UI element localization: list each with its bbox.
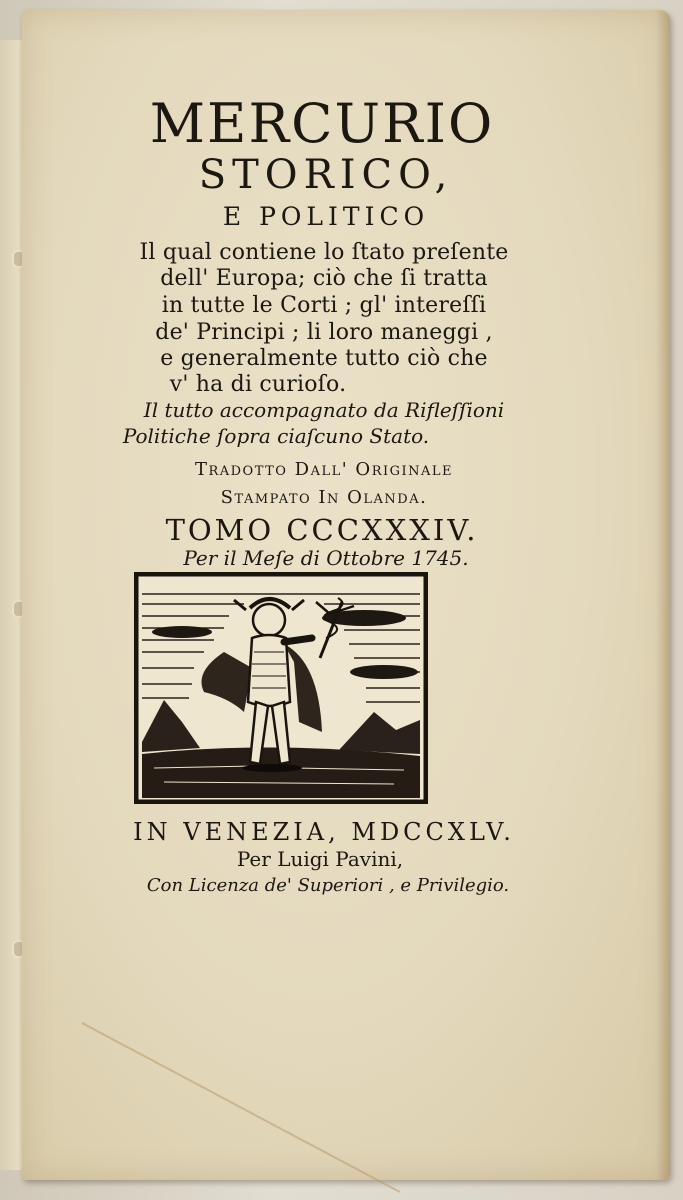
subtitle-line: Politiche ſopra ciaſcuno Stato. [122,424,430,448]
title-page [22,10,670,1180]
description-line: in tutte le Corti ; gl' intereſſi [161,293,487,318]
issue-month: Per il Meſe di Ottobre 1745. [183,546,469,570]
description-line: de' Principi ; li loro maneggi , [155,320,493,345]
translation-note: Stampato In Olanda. [220,487,428,508]
translation-note: Tradotto Dall' Originale [194,459,454,480]
title-mercurio: MERCURIO [149,92,495,155]
volume-number: TOMO CCCXXXIV. [165,513,479,547]
page-edge-shadow [656,10,670,1180]
imprint-license: Con Licenza de' Superiori , e Privilegio. [146,875,510,896]
description-line: Il qual contiene lo ſtato preſente [139,240,509,265]
imprint-printer: Per Luigi Pavini, [236,847,404,871]
paper-crease [82,1022,401,1193]
subtitle-line: Il tutto accompagnato da Rifleſſioni [143,398,505,422]
mercury-woodcut-icon [134,572,428,804]
title-storico: STORICO, [198,152,454,198]
description-line: dell' Europa; ciò che ſi tratta [160,266,488,291]
description-line: v' ha di curioſo. [169,372,347,397]
description-line: e generalmente tutto ciò che [160,346,488,371]
imprint-place-date: IN VENEZIA, MDCCXLV. [133,818,515,846]
title-politico: E POLITICO [222,202,430,231]
